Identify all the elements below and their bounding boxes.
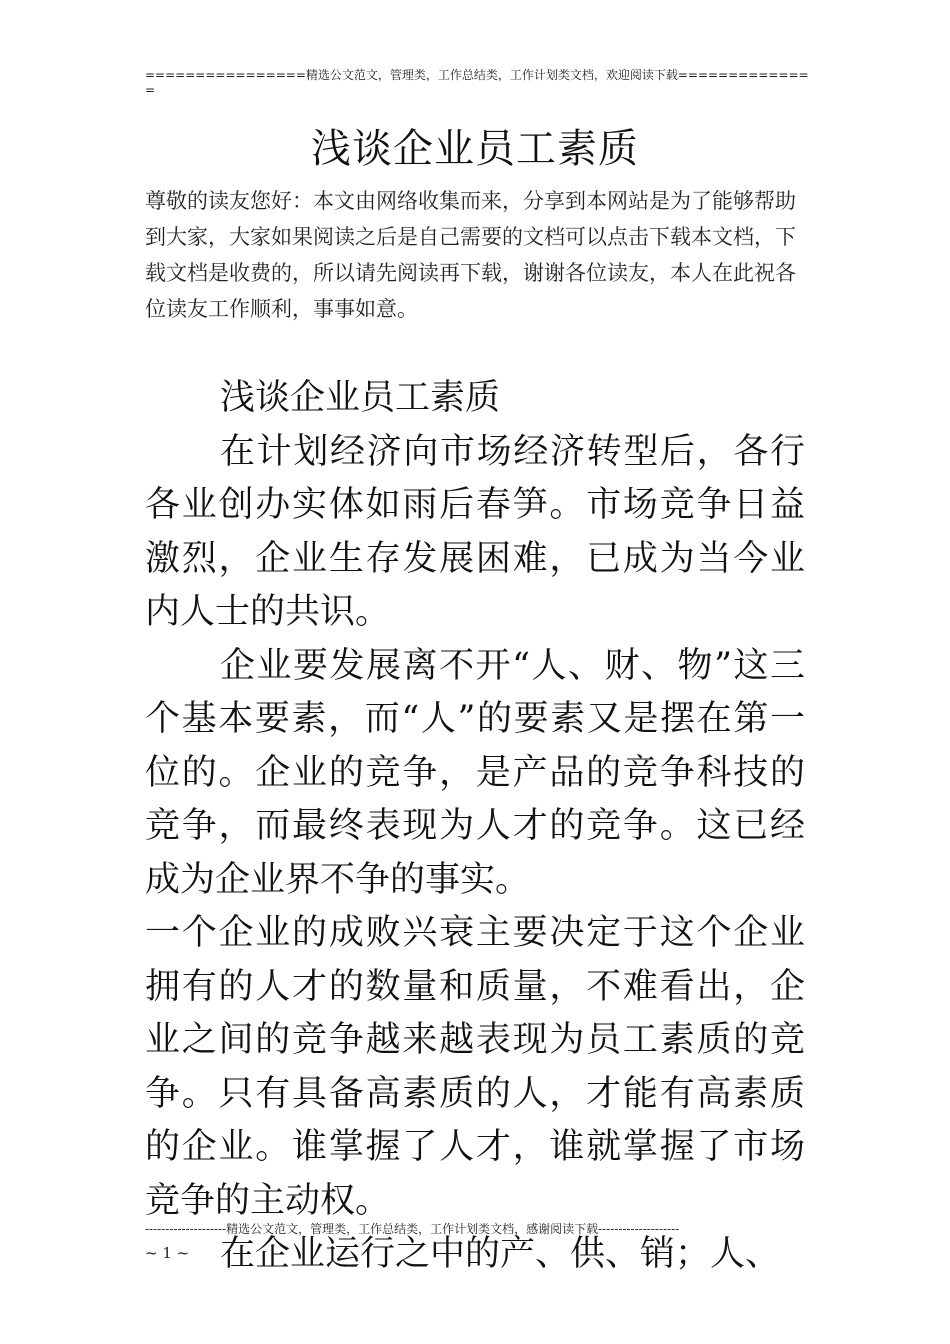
page-number: ~ 1 ~	[145, 1244, 190, 1262]
body-paragraph: 在企业运行之中的产、供、销；人、	[220, 1234, 781, 1274]
body-paragraph-heading: 浅谈企业员工素质	[220, 378, 501, 418]
page-header: ================精选公文范文，管理类，工作总结类，工作计划类文档，欢迎阅读下载==============	[145, 68, 809, 97]
body-paragraph: 一个企业的成败兴衰主要决定于这个企业拥有的人才的数量和质量，不难看出，企业之间的竞争越来越表现为员工素质的竞争。只有具备高素质的人，才能有高素质的企业。谁掌握了人才，谁就掌握了市场竞争的主动权。	[145, 913, 805, 1221]
body-paragraph: 企业要发展离不开“人、财、物”这三个基本要素，而“人”的要素又是摆在第一位的。企业的竞争，是产品的竞争科技的竞争，而最终表现为人才的竞争。这已经成为企业界不争的事实。	[145, 645, 805, 900]
document-body	[145, 372, 805, 1282]
document-title: 浅谈企业员工素质	[311, 126, 639, 172]
page-footer: --------------------精选公文范文，管理类，工作总结类，工作计划类文档，感谢阅读下载--------------------	[145, 1222, 680, 1236]
body-paragraph: 在计划经济向市场经济转型后，各行各业创办实体如雨后春笋。市场竞争日益激烈，企业生存发展困难，已成为当今业内人士的共识。	[145, 431, 805, 632]
reader-notice: 尊敬的读友您好：本文由网络收集而来，分享到本网站是为了能够帮助到大家，大家如果阅读之后是自己需要的文档可以点击下载本文档，下载文档是收费的，所以请先阅读再下载，谢谢各位读友，本人在此祝各位读友工作顺利，事事如意。	[145, 189, 796, 321]
